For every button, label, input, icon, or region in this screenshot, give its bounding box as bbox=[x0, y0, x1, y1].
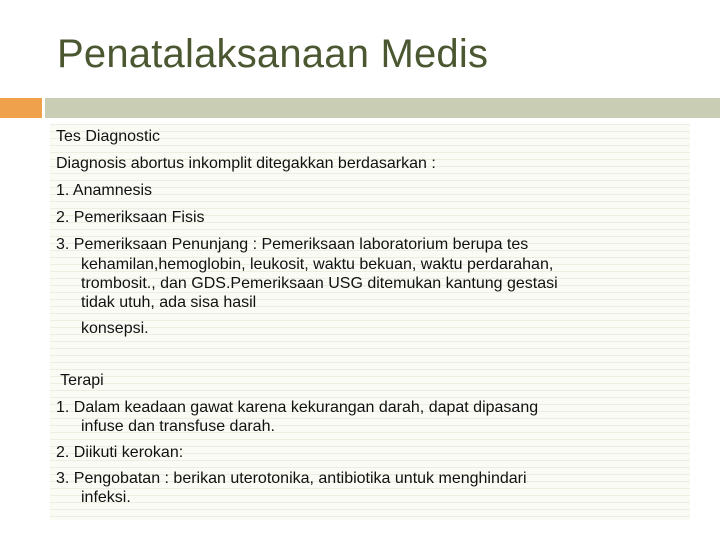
accent-block bbox=[0, 98, 42, 118]
diagnosis-text: Diagnosis abortus inkomplit ditegakkan berdasarkan : bbox=[56, 155, 436, 172]
list-item: 3. Pemeriksaan Penunjang : Pemeriksaan laboratorium berupa tes bbox=[56, 236, 529, 253]
list-item: 1. Dalam keadaan gawat karena kekurangan darah, dapat dipasang bbox=[56, 399, 539, 416]
list-item: 3. Pengobatan : berikan uterotonika, antibiotika untuk menghindari bbox=[56, 470, 527, 487]
list-item-continuation: kehamilan,hemoglobin, leukosit, waktu bekuan, waktu perdarahan, bbox=[81, 256, 554, 273]
list-item-continuation: infuse dan transfuse darah. bbox=[81, 418, 275, 435]
section-heading-terapi: Terapi bbox=[56, 372, 104, 389]
title-underline-bar bbox=[45, 98, 720, 118]
list-item: 2. Diikuti kerokan: bbox=[56, 444, 184, 461]
slide-title: Penatalaksanaan Medis bbox=[57, 32, 489, 76]
list-item-continuation: konsepsi. bbox=[81, 320, 149, 337]
list-item-continuation: trombosit., dan GDS.Pemeriksaan USG ditemukan kantung gestasi bbox=[81, 275, 558, 292]
list-item: 2. Pemeriksaan Fisis bbox=[56, 209, 205, 226]
list-item-continuation: infeksi. bbox=[81, 489, 131, 506]
list-item: 1. Anamnesis bbox=[56, 182, 153, 199]
list-item-continuation: tidak utuh, ada sisa hasil bbox=[81, 294, 257, 311]
section-heading-tes-diagnostic: Tes Diagnostic bbox=[56, 128, 161, 145]
